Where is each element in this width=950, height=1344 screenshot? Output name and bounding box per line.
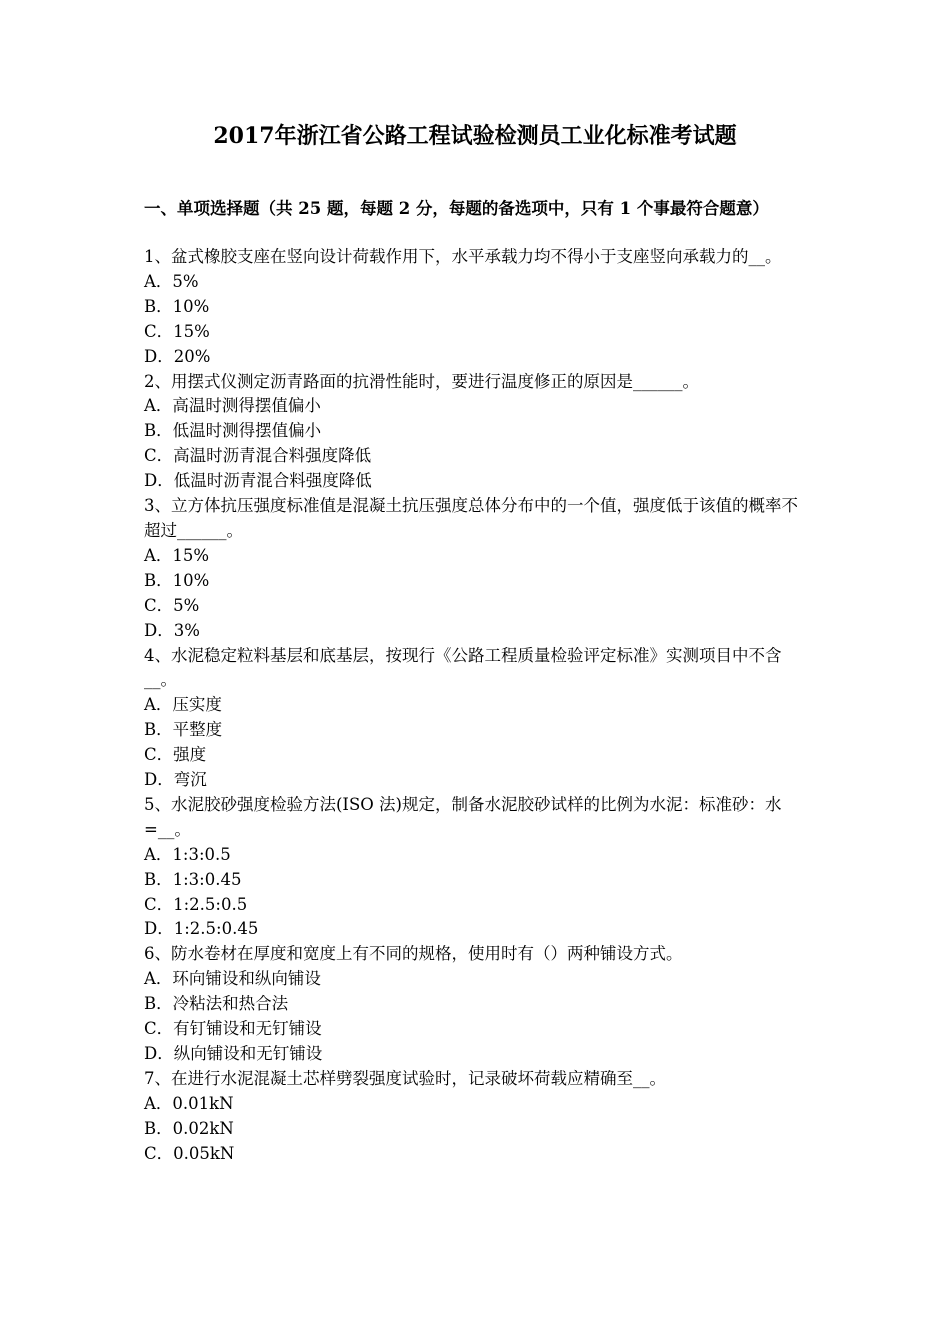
answer-option: A．压实度: [144, 695, 222, 715]
document-title: 2017年浙江省公路工程试验检测员工业化标准考试题: [213, 123, 737, 149]
question-text: 3、立方体抗压强度标准值是混凝土抗压强度总体分布中的一个值，强度低于该值的概率不超过______。: [144, 496, 798, 540]
answer-option: D．20%: [144, 346, 211, 366]
answer-option: C．强度: [144, 745, 207, 765]
question-text: 5、水泥胶砂强度检验方法(ISO 法)规定，制备水泥胶砂试样的比例为水泥：标准砂：水=__。: [144, 794, 782, 839]
question-block: [144, 1067, 812, 1167]
answer-option: C．高温时沥青混合料强度降低: [144, 446, 372, 466]
answer-option: C．15%: [144, 321, 210, 341]
answer-option: D．1:2.5:0.45: [144, 919, 259, 939]
answer-option: B．10%: [144, 570, 210, 590]
answer-option: C．1:2.5:0.5: [144, 894, 248, 914]
answer-option: B．1:3:0.45: [144, 869, 242, 889]
question-block: [144, 942, 812, 1067]
answer-option: D．3%: [144, 620, 200, 640]
answer-option: D．弯沉: [144, 770, 207, 790]
question-text: 7、在进行水泥混凝土芯样劈裂强度试验时，记录破坏荷载应精确至__。: [144, 1068, 666, 1088]
answer-option: B．平整度: [144, 720, 223, 740]
answer-option: B．冷粘法和热合法: [144, 994, 289, 1014]
answer-option: A．0.01kN: [144, 1093, 234, 1113]
question-block: [144, 793, 812, 942]
section-heading: 一、单项选择题（共 25 题，每题 2 分，每题的备选项中，只有 1 个事最符合题意）: [144, 199, 769, 218]
answer-option: A．高温时测得摆值偏小: [144, 396, 321, 416]
answer-option: B．低温时测得摆值偏小: [144, 421, 322, 441]
question-block: [144, 245, 812, 370]
answer-option: C．有钉铺设和无钉铺设: [144, 1019, 322, 1039]
answer-option: A．环向铺设和纵向铺设: [144, 969, 321, 989]
question-list: [144, 245, 812, 1167]
answer-option: D．低温时沥青混合料强度降低: [144, 471, 372, 491]
question-text: 2、用摆式仪测定沥青路面的抗滑性能时，要进行温度修正的原因是______。: [144, 371, 699, 391]
answer-option: C．0.05kN: [144, 1143, 235, 1163]
answer-option: A．5%: [144, 271, 199, 291]
question-text: 4、水泥稳定粒料基层和底基层，按现行《公路工程质量检验评定标准》实测项目中不含__。: [144, 645, 782, 690]
question-text: 1、盆式橡胶支座在竖向设计荷载作用下，水平承载力均不得小于支座竖向承载力的__。: [144, 247, 782, 266]
question-block: [144, 370, 812, 495]
answer-option: A．15%: [144, 545, 210, 565]
answer-option: D．纵向铺设和无钉铺设: [144, 1044, 323, 1063]
answer-option: B．0.02kN: [144, 1118, 234, 1138]
question-block: [144, 644, 812, 793]
question-text: 6、防水卷材在厚度和宽度上有不同的规格，使用时有（）两种铺设方式。: [144, 944, 683, 964]
question-block: [144, 494, 812, 643]
answer-option: A．1:3:0.5: [144, 844, 231, 864]
answer-option: B．10%: [144, 296, 210, 316]
answer-option: C．5%: [144, 595, 200, 615]
